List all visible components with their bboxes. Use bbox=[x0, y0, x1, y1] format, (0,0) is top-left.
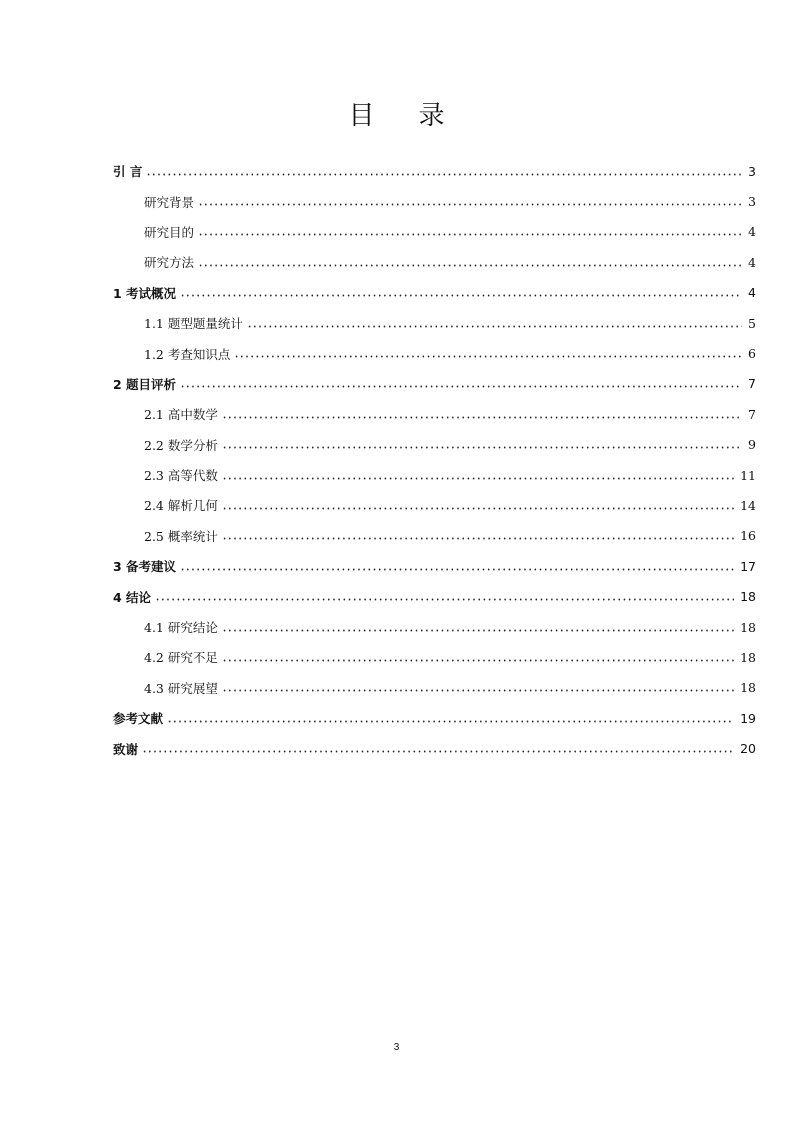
toc-entry-label: 2.2 数学分析 bbox=[144, 437, 218, 453]
toc-entry-label: 1 考试概况 bbox=[113, 285, 177, 301]
toc-entry-label: 2 题目评析 bbox=[113, 376, 177, 392]
toc-entry-label: 研究背景 bbox=[144, 194, 195, 210]
toc-entry-label: 研究方法 bbox=[144, 255, 195, 271]
toc-title-left: 目 bbox=[348, 101, 375, 131]
toc-entry[interactable] bbox=[113, 581, 756, 611]
toc-leader-dots bbox=[146, 173, 742, 176]
toc-entry-label: 2.5 概率统计 bbox=[144, 528, 218, 544]
toc-entry-page: 5 bbox=[748, 315, 756, 331]
toc-leader-dots bbox=[180, 568, 734, 571]
toc-entry-page: 4 bbox=[748, 285, 756, 301]
toc-entry[interactable] bbox=[113, 612, 756, 642]
toc-entry[interactable] bbox=[113, 156, 756, 186]
toc-title-right: 录 bbox=[418, 101, 445, 131]
toc-entry-page: 3 bbox=[748, 194, 756, 210]
toc-entry-label: 参考文献 bbox=[113, 711, 164, 727]
toc-entry[interactable] bbox=[113, 430, 756, 460]
toc-leader-dots bbox=[222, 629, 734, 632]
toc-entry[interactable] bbox=[113, 186, 756, 216]
toc-entry-label: 研究目的 bbox=[144, 224, 195, 240]
toc-entry-page: 3 bbox=[748, 163, 756, 179]
toc-entry-page: 4 bbox=[748, 254, 756, 270]
toc-entry-page: 19 bbox=[740, 710, 756, 726]
toc-entry-page: 18 bbox=[740, 589, 756, 605]
toc-entry[interactable] bbox=[113, 217, 756, 247]
toc-entry[interactable] bbox=[113, 460, 756, 490]
toc-entry-page: 14 bbox=[740, 497, 756, 513]
toc-leader-dots bbox=[180, 294, 742, 297]
toc-entry-page: 18 bbox=[740, 649, 756, 665]
toc-leader-dots bbox=[222, 507, 734, 510]
toc-entry[interactable] bbox=[113, 278, 756, 308]
toc-entry-label: 引 言 bbox=[113, 164, 143, 180]
table-of-contents bbox=[113, 156, 756, 764]
toc-entry[interactable] bbox=[113, 673, 756, 703]
toc-leader-dots bbox=[198, 203, 742, 206]
toc-leader-dots bbox=[234, 355, 742, 358]
toc-leader-dots bbox=[247, 325, 742, 328]
toc-leader-dots bbox=[198, 264, 742, 267]
toc-entry-label: 4.2 研究不足 bbox=[144, 650, 218, 666]
toc-leader-dots bbox=[180, 385, 742, 388]
toc-entry[interactable] bbox=[113, 551, 756, 581]
toc-entry-page: 11 bbox=[740, 467, 756, 483]
page-number: 3 bbox=[393, 1042, 400, 1053]
toc-leader-dots bbox=[222, 689, 734, 692]
toc-leader-dots bbox=[222, 446, 742, 449]
toc-entry-page: 20 bbox=[740, 741, 756, 757]
toc-entry-label: 1.1 题型题量统计 bbox=[144, 316, 243, 332]
toc-entry[interactable] bbox=[113, 399, 756, 429]
toc-leader-dots bbox=[155, 598, 734, 601]
toc-leader-dots bbox=[167, 720, 734, 723]
toc-entry-label: 2.4 解析几何 bbox=[144, 498, 218, 514]
toc-entry-page: 16 bbox=[740, 528, 756, 544]
toc-entry-label: 2.1 高中数学 bbox=[144, 407, 218, 423]
toc-entry[interactable] bbox=[113, 338, 756, 368]
toc-entry-label: 3 备考建议 bbox=[113, 559, 177, 575]
toc-entry-label: 4 结论 bbox=[113, 589, 152, 605]
toc-entry[interactable] bbox=[113, 733, 756, 763]
toc-entry[interactable] bbox=[113, 642, 756, 672]
toc-leader-dots bbox=[222, 477, 734, 480]
toc-entry[interactable] bbox=[113, 247, 756, 277]
toc-entry-page: 18 bbox=[740, 619, 756, 635]
toc-leader-dots bbox=[222, 416, 742, 419]
toc-entry-label: 1.2 考查知识点 bbox=[144, 346, 231, 362]
toc-entry-label: 4.1 研究结论 bbox=[144, 620, 218, 636]
toc-entry[interactable] bbox=[113, 521, 756, 551]
toc-entry-page: 7 bbox=[748, 406, 756, 422]
toc-entry[interactable] bbox=[113, 369, 756, 399]
toc-entry-label: 2.3 高等代数 bbox=[144, 468, 218, 484]
toc-leader-dots bbox=[222, 659, 734, 662]
toc-leader-dots bbox=[222, 537, 734, 540]
toc-leader-dots bbox=[142, 750, 734, 753]
toc-entry-page: 4 bbox=[748, 224, 756, 240]
toc-title bbox=[0, 98, 793, 134]
toc-entry-page: 17 bbox=[740, 558, 756, 574]
toc-entry-page: 9 bbox=[748, 437, 756, 453]
toc-entry-page: 7 bbox=[748, 376, 756, 392]
toc-entry-page: 18 bbox=[740, 680, 756, 696]
toc-entry[interactable] bbox=[113, 490, 756, 520]
toc-entry-label: 4.3 研究展望 bbox=[144, 680, 218, 696]
toc-entry-label: 致谢 bbox=[113, 741, 139, 757]
toc-entry[interactable] bbox=[113, 308, 756, 338]
toc-entry-page: 6 bbox=[748, 346, 756, 362]
toc-entry[interactable] bbox=[113, 703, 756, 733]
toc-leader-dots bbox=[198, 233, 742, 236]
